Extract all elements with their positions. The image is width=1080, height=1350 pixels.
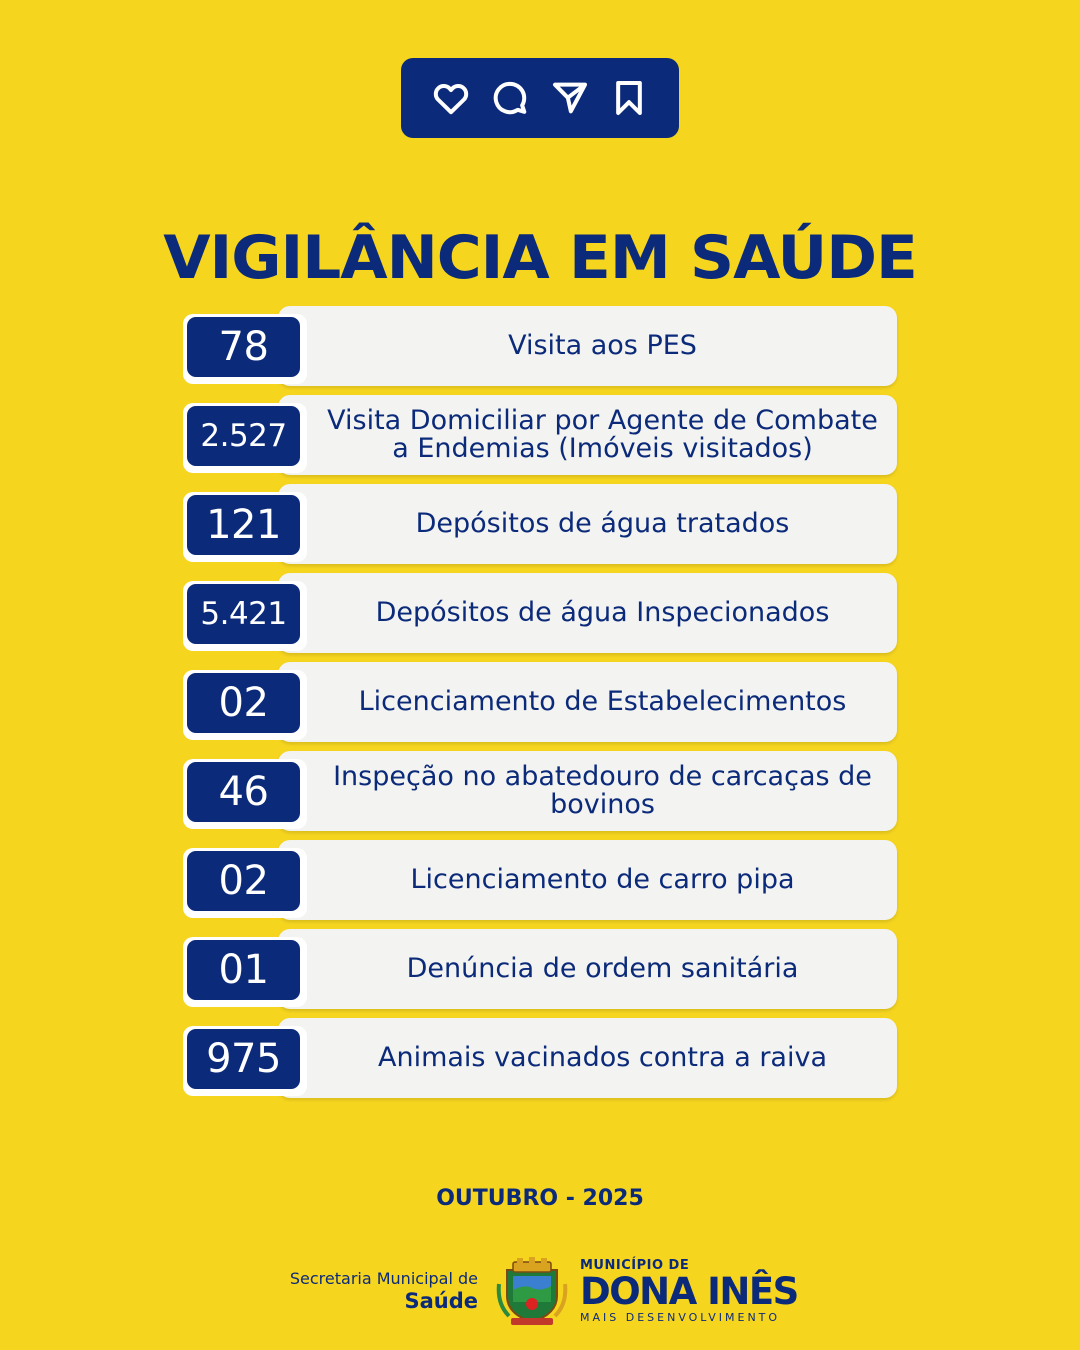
value-badge (183, 848, 307, 918)
footer-logos (280, 1250, 800, 1330)
list-item (183, 662, 897, 742)
value-badge (183, 1026, 307, 1096)
list-item (183, 306, 897, 386)
list-item (183, 573, 897, 653)
value-badge (183, 403, 307, 473)
municipio-line1: MUNICÍPIO DE (580, 1258, 690, 1273)
secretaria-line2: Saúde (404, 1289, 478, 1313)
value-badge (183, 759, 307, 829)
row-label: Animais vacinados contra a raiva (377, 1042, 827, 1073)
row-label: Licenciamento de Estabelecimentos (358, 686, 847, 717)
value-badge (183, 492, 307, 562)
row-label: Visita aos PES (508, 330, 697, 361)
municipio-line2: DONA INÊS (580, 1270, 798, 1313)
row-value: 121 (187, 495, 300, 555)
row-label: Depósitos de água tratados (415, 508, 790, 539)
row-value: 02 (187, 851, 300, 911)
bookmark-icon[interactable] (607, 76, 651, 120)
coat-of-arms-icon (495, 1254, 569, 1328)
social-actions-bar (401, 58, 679, 138)
municipio-line3: MAIS DESENVOLVIMENTO (580, 1311, 781, 1324)
value-badge (183, 581, 307, 651)
row-value: 46 (187, 762, 300, 822)
row-label: Licenciamento de carro pipa (410, 864, 795, 895)
period-label: OUTUBRO - 2025 (436, 1186, 644, 1211)
row-value: 975 (187, 1029, 300, 1089)
value-badge (183, 670, 307, 740)
row-value: 78 (187, 317, 300, 377)
municipio-logo (580, 1258, 798, 1324)
heart-icon[interactable] (429, 76, 473, 120)
list-item (183, 1018, 897, 1098)
comment-icon[interactable] (488, 76, 532, 120)
row-label: Denúncia de ordem sanitária (406, 953, 799, 984)
page-title: VIGILÂNCIA EM SAÚDE (163, 223, 917, 293)
list-item (183, 751, 897, 831)
list-item (183, 484, 897, 564)
row-value: 01 (187, 940, 300, 1000)
secretaria-logo (290, 1268, 478, 1312)
value-badge (183, 314, 307, 384)
list-item (183, 395, 897, 475)
value-badge (183, 937, 307, 1007)
row-label: Depósitos de água Inspecionados (375, 597, 830, 628)
list-item (183, 929, 897, 1009)
row-value: 2.527 (187, 406, 300, 466)
row-label: Visita Domiciliar por Agente de Combate a Endemias (Imóveis visitados) (327, 405, 878, 464)
list-item (183, 840, 897, 920)
row-label: Inspeção no abatedouro de carcaças de bovinos (333, 761, 872, 820)
send-icon[interactable] (548, 76, 592, 120)
row-value: 02 (187, 673, 300, 733)
stats-list (183, 306, 897, 1107)
row-value: 5.421 (187, 584, 300, 644)
secretaria-line1: Secretaria Municipal de (289, 1269, 478, 1288)
